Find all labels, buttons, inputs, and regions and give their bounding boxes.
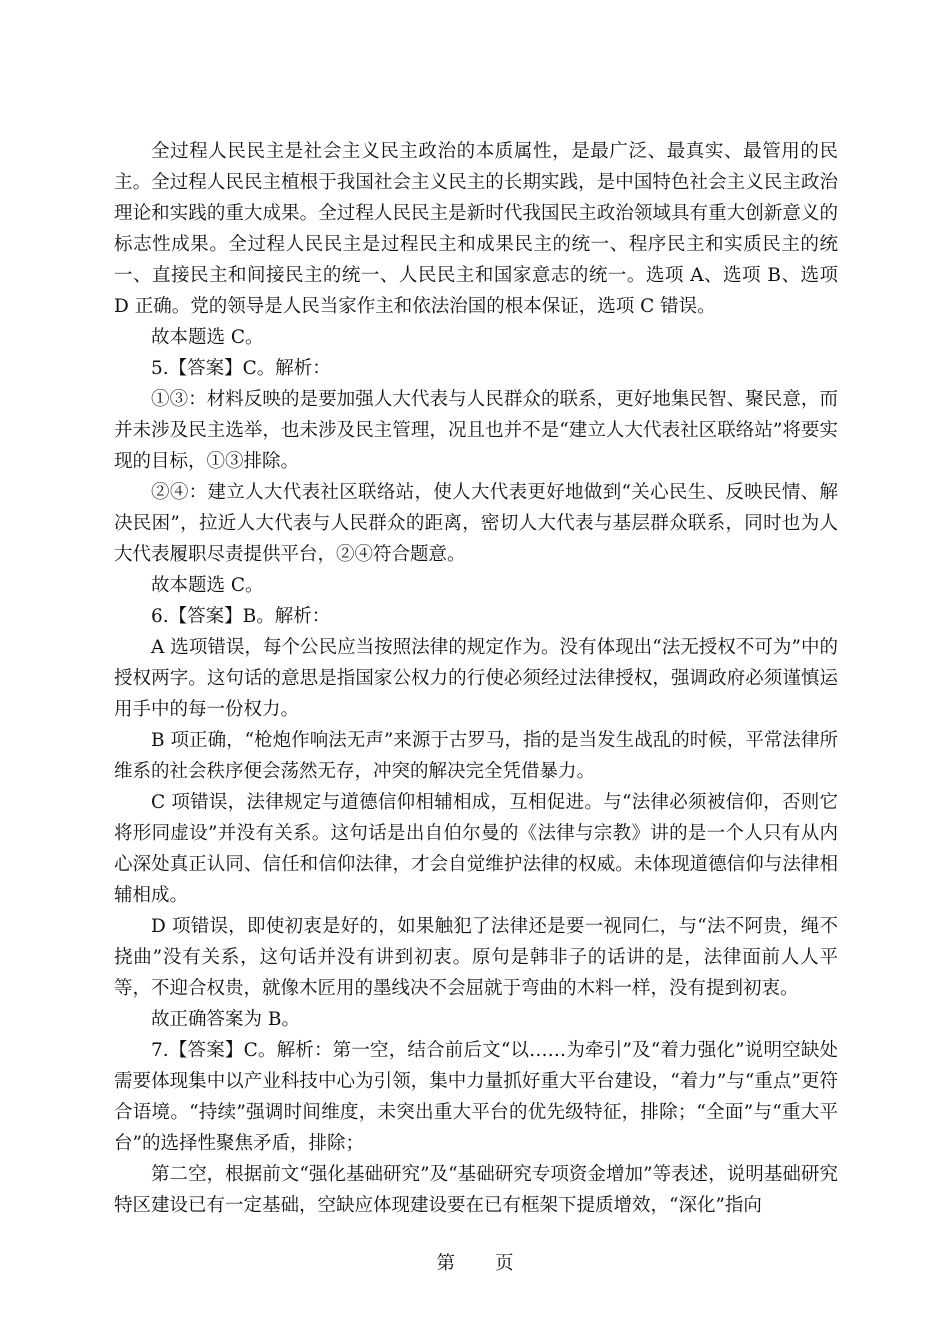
analysis-q6-option-c: C 项错误，法律规定与道德信仰相辅相成，互相促进。与“法律必须被信仰，否则它将形同虚设”并没有关系。这句话是出自伯尔曼的《法律与宗教》讲的是一个人只有从内心深处真正认同、信任和信仰法律，才会自觉维护法律的权威。未体现道德信仰与法律相辅相成。	[114, 792, 838, 906]
answer-heading-q6: 6.【答案】B。解析：	[151, 606, 331, 627]
analysis-q6-option-a: A 选项错误，每个公民应当按照法律的规定作为。没有体现出“法无授权不可为”中的授权两字。这句话的意思是指国家公权力的行使必须经过法律授权，强调政府必须谨慎运用手中的每一份权力。	[114, 637, 838, 720]
document-body	[114, 136, 838, 1221]
conclusion-q5: 故本题选 C。	[151, 575, 264, 596]
paragraph-quanguocheng: 全过程人民民主是社会主义民主政治的本质属性，是最广泛、最真实、最管用的民主。全过程人民民主植根于我国社会主义民主的长期实践，是中国特色社会主义民主政治理论和实践的重大成果。全过程人民民主是新时代我国民主政治领域具有重大创新意义的标志性成果。全过程人民民主是过程民主和成果民主的统一、程序民主和实质民主的统一、直接民主和间接民主的统一、人民民主和国家意志的统一。选项 A、选项 B、选项 D 正确。党的领导是人民当家作主和依法治国的根本保证，选项 C 错误。	[114, 141, 838, 317]
conclusion-q6: 故正确答案为 B。	[151, 1009, 300, 1030]
answer-q7-blank-1: 7.【答案】C。解析：第一空，结合前后文“以……为牵引”及“着力强化”说明空缺处需要体现集中以产业科技中心为引领，集中力量抓好重大平台建设，“着力”与“重点”更符合语境。“持续”强调时间维度，未突出重大平台的优先级特征，排除；“全面”与“重大平台”的选择性聚焦矛盾，排除；	[114, 1040, 838, 1154]
analysis-q5-options-24: ②④：建立人大代表社区联络站，使人大代表更好地做到“关心民生、反映民情、解决民困”，拉近人大代表与人民群众的距离，密切人大代表与基层群众联系，同时也为人大代表履职尽责提供平台，②④符合题意。	[114, 482, 838, 565]
analysis-q6-option-b: B 项正确，“枪炮作响法无声”来源于古罗马，指的是当发生战乱的时候，平常法律所维系的社会秩序便会荡然无存，冲突的解决完全凭借暴力。	[114, 730, 838, 782]
footer-label-di: 第	[436, 1253, 455, 1274]
answer-q7-blank-2: 第二空，根据前文“强化基础研究”及“基础研究专项资金增加”等表述，说明基础研究特区建设已有一定基础，空缺应体现建设要在已有框架下提质增效，“深化”指向	[114, 1164, 838, 1216]
analysis-q6-option-d: D 项错误，即使初衷是好的，如果触犯了法律还是要一视同仁，与“法不阿贵，绳不挠曲”没有关系，这句话并没有讲到初衷。原句是韩非子的话讲的是，法律面前人人平等，不迎合权贵，就像木匠用的墨线决不会屈就于弯曲的木料一样，没有提到初衷。	[114, 916, 838, 999]
page-footer	[0, 1252, 950, 1276]
answer-heading-q5: 5.【答案】C。解析：	[151, 358, 331, 379]
footer-label-ye: 页	[495, 1253, 514, 1274]
analysis-q5-options-13: ①③：材料反映的是要加强人大代表与人民群众的联系，更好地集民智、聚民意，而并未涉及民主选举，也未涉及民主管理，况且也并不是“建立人大代表社区联络站”将要实现的目标，①③排除。	[114, 389, 838, 472]
conclusion-q4: 故本题选 C。	[151, 327, 264, 348]
